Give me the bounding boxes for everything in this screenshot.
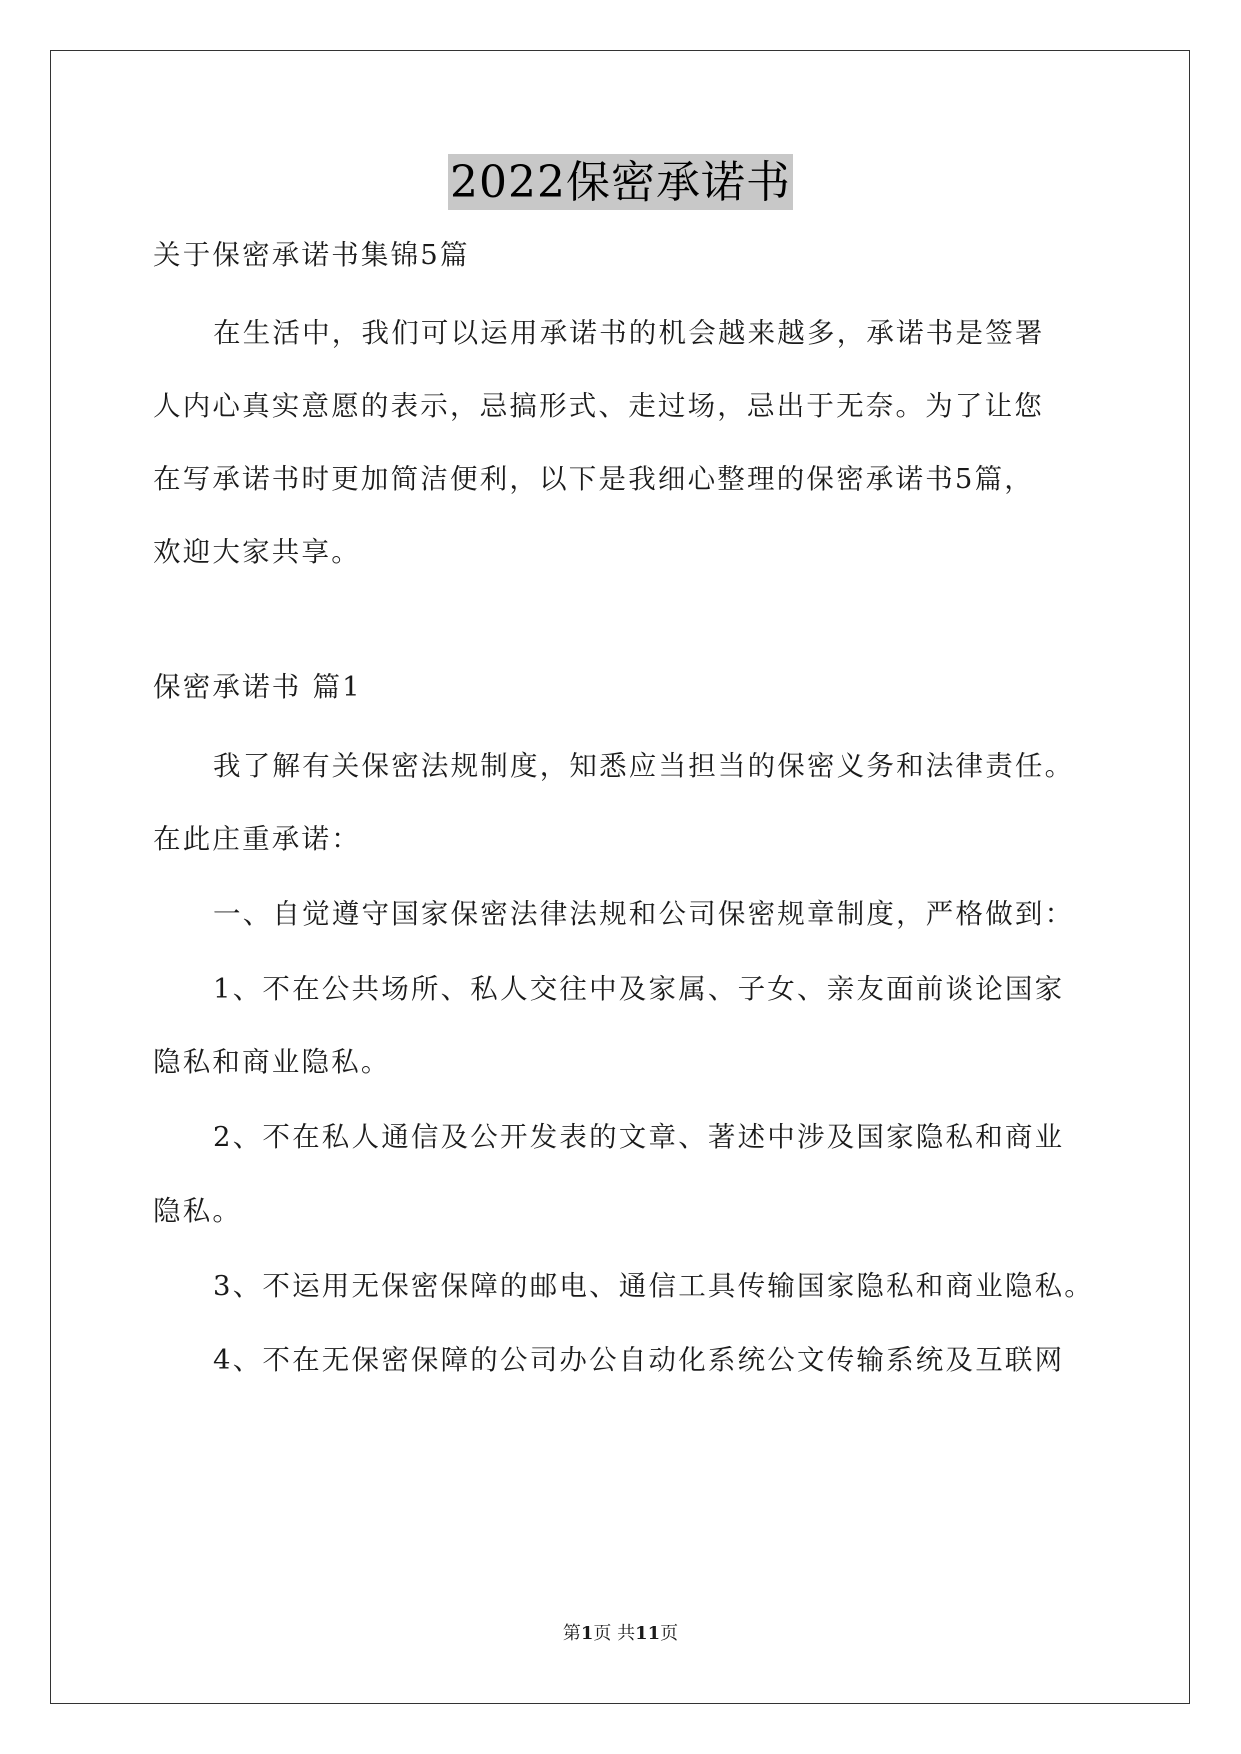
intro-line-4: 欢迎大家共享。 [153, 536, 361, 568]
intro-line-1: 在生活中，我们可以运用承诺书的机会越来越多，承诺书是签署 [213, 317, 1045, 349]
paragraph-5: 3、不运用无保密保障的邮电、通信工具传输国家隐私和商业隐私。 [213, 1270, 1094, 1302]
footer-suffix: 页 [660, 1623, 679, 1644]
paragraph-2: 一、自觉遵守国家保密法律法规和公司保密规章制度，严格做到： [213, 898, 1075, 930]
section-heading: 保密承诺书 篇1 [153, 671, 362, 703]
footer-middle: 页 共 [593, 1623, 636, 1644]
footer-prefix: 第 [562, 1623, 581, 1644]
paragraph-4-line-1: 2、不在私人通信及公开发表的文章、著述中涉及国家隐私和商业 [213, 1121, 1065, 1153]
paragraph-6: 4、不在无保密保障的公司办公自动化系统公文传输系统及互联网 [213, 1344, 1065, 1376]
page-border [50, 50, 1190, 1704]
paragraph-3-line-1: 1、不在公共场所、私人交往中及家属、子女、亲友面前谈论国家 [213, 973, 1065, 1005]
document-title: 2022保密承诺书 [448, 154, 793, 210]
intro-line-3: 在写承诺书时更加简洁便利，以下是我细心整理的保密承诺书5篇， [153, 463, 1034, 495]
footer-current-page: 1 [580, 1623, 594, 1644]
paragraph-3-line-2: 隐私和商业隐私。 [153, 1046, 391, 1078]
footer-total-pages: 11 [635, 1623, 661, 1644]
paragraph-1-line-2: 在此庄重承诺： [153, 823, 361, 855]
document-title-wrap [0, 154, 1241, 214]
intro-line-2: 人内心真实意愿的表示，忌搞形式、走过场，忌出于无奈。为了让您 [153, 390, 1044, 422]
page-footer [0, 1622, 1241, 1646]
paragraph-4-line-2: 隐私。 [153, 1195, 243, 1227]
document-subtitle: 关于保密承诺书集锦5篇 [153, 239, 470, 271]
paragraph-1-line-1: 我了解有关保密法规制度，知悉应当担当的保密义务和法律责任。 [213, 750, 1075, 782]
